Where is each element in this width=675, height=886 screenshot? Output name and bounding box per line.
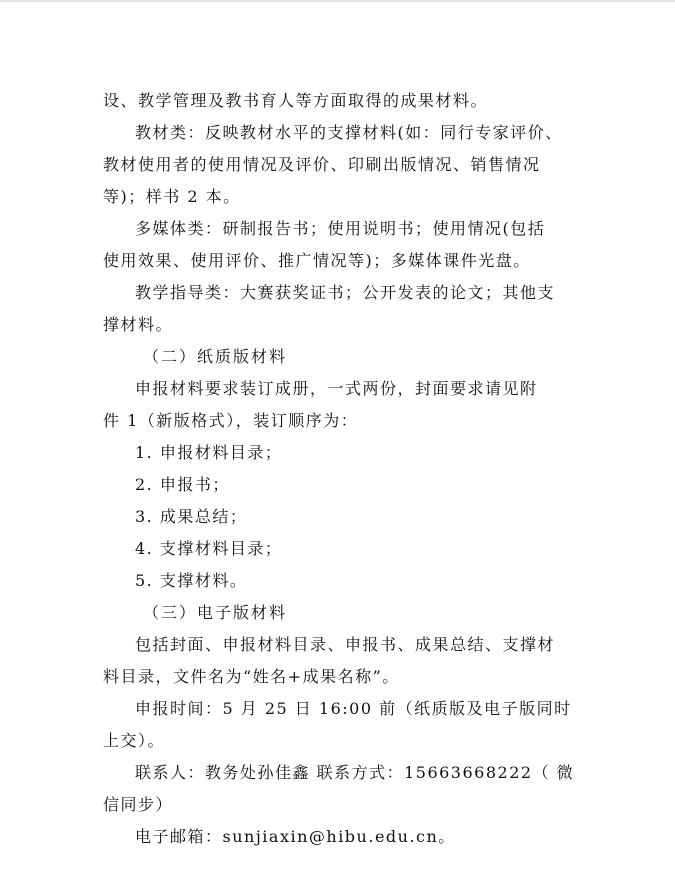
paragraph-line: 等)；样书 2 本。: [103, 187, 241, 206]
paragraph-multimedia-category: 多媒体类：研制报告书；使用说明书；使用情况(包括: [135, 219, 546, 238]
paragraph-line: 教材使用者的使用情况及评价、印刷出版情况、销售情况: [103, 155, 541, 174]
paragraph-line-continued: 设、教学管理及教书育人等方面取得的成果材料。: [103, 91, 489, 110]
paragraph-line: 使用效果、使用评价、推广情况等)；多媒体课件光盘。: [103, 251, 531, 270]
list-item: 5. 支撑材料。: [135, 571, 248, 590]
paragraph-electronic-contents: 包括封面、申报材料目录、申报书、成果总结、支撑材: [135, 635, 556, 654]
paragraph-line: 撑材料。: [103, 315, 174, 334]
page-top-border: [0, 0, 675, 2]
list-item: 1. 申报材料目录；: [135, 443, 283, 462]
paragraph-email: 电子邮箱：sunjiaxin@hibu.edu.cn。: [135, 827, 456, 846]
paragraph-line: 上交）。: [103, 731, 166, 750]
list-item: 2. 申报书；: [135, 475, 230, 494]
paragraph-teaching-guidance-category: 教学指导类：大赛获奖证书；公开发表的论文；其他支: [135, 283, 556, 302]
paragraph-line: 料目录，文件名为“姓名+成果名称”。: [103, 667, 400, 686]
paragraph-line: 信同步）: [103, 795, 174, 814]
paragraph-line: 件 1（新版格式），装订顺序为：: [103, 411, 359, 430]
paragraph-contact-person: 联系人：教务处孙佳鑫 联系方式：15663668222（ 微: [135, 763, 575, 782]
paragraph-textbook-category: 教材类：反映教材水平的支撑材料(如：同行专家评价、: [135, 123, 563, 142]
list-item: 4. 支撑材料目录；: [135, 539, 283, 558]
paragraph-submission-time: 申报时间：5 月 25 日 16:00 前（纸质版及电子版同时: [135, 699, 572, 718]
section-heading-paper-materials: （二）纸质版材料: [143, 347, 288, 366]
section-heading-electronic-materials: （三）电子版材料: [143, 603, 288, 622]
paragraph-binding-requirements: 申报材料要求装订成册，一式两份，封面要求请见附: [135, 379, 538, 398]
list-item: 3. 成果总结；: [135, 507, 248, 526]
